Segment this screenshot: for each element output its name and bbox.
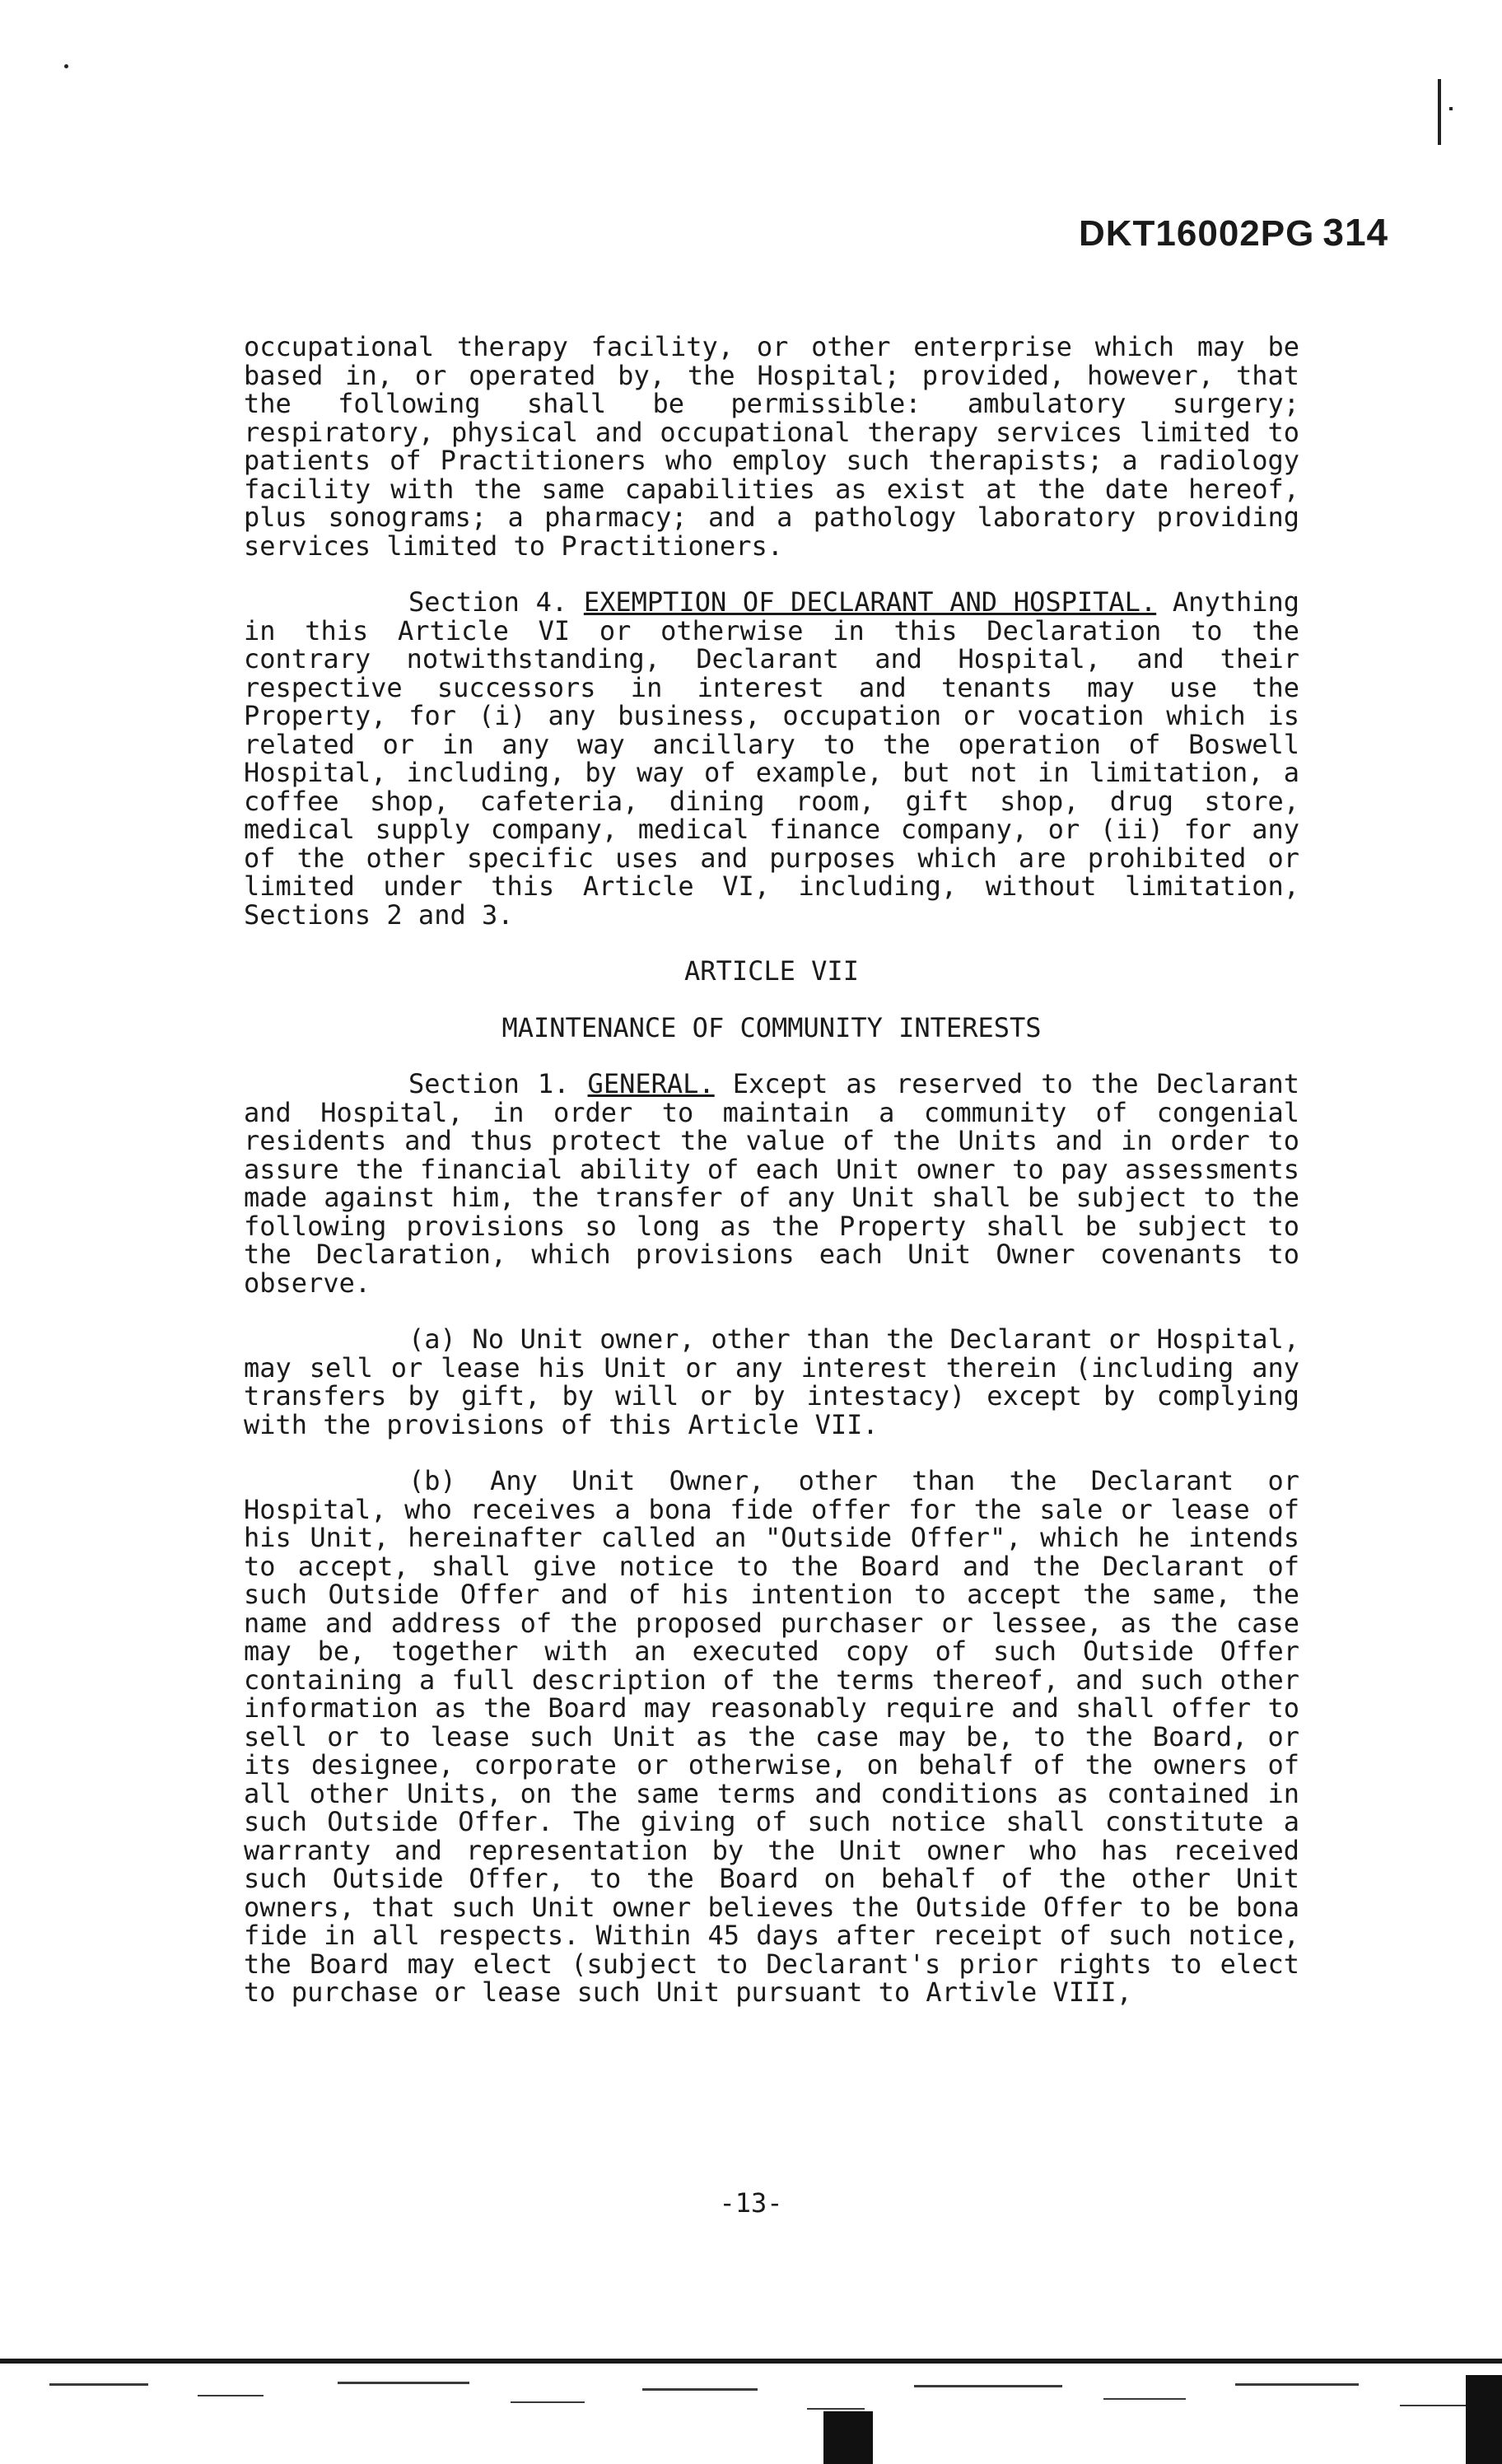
article-number: ARTICLE VII [684,955,859,987]
section-4-paragraph [244,588,1299,929]
subsection-b-paragraph [244,1467,1299,2007]
subsection-a-marker: (a) [408,1323,456,1355]
article-title: MAINTENANCE OF COMMUNITY INTERESTS [501,1011,1042,1043]
section-1-label: Section 1. [408,1068,570,1099]
page-number: -13- [719,2187,783,2219]
docket-stamp [1079,210,1388,254]
subsection-b-text: Any Unit Owner, other than the Declarant or Hospital, who receives a bona fide offer for the sale or lease of his Unit, hereinafter called an "Outside Offer", which he intends to accept, shall give notice to the Board and the Declarant of such Outside Offer and of his intention to accept the same, the name and address of the proposed purchaser or lessee, as the case may be, together with an executed copy of such Outside Offer containing a full description of the terms thereof, and such other information as the Board may reasonably require and shall offer to sell or to lease such Unit as the case may be, to the Board, or its designee, corporate or otherwise, on behalf of the owners of all other Units, on the same terms and conditions as contained in such Outside Offer. The giving of such notice shall constitute a warranty and representation by the Unit owner who has received such Outside Offer, to the Board on behalf of the other Unit owners, that such Unit owner believes the Outside Offer to be bona fide in all respects. Within 45 days after receipt of such notice, the Board may elect (subject to Declarant's prior rights to elect to purchase or lease such Unit pursuant to Artivle VIII, [244,1465,1300,2008]
scan-edge-noise [0,2359,1502,2464]
section-1-title: GENERAL. [587,1068,715,1099]
scan-edge-dot [1449,107,1453,110]
subsection-b-marker: (b) [408,1465,456,1496]
docket-page-ref: 314 [1322,211,1389,254]
subsection-a-text: No Unit owner, other than the Declarant or Hospital, may sell or lease his Unit or any interest therein (including any transfers by gift, by will or by intestacy) except by complying with the provisions of this Article VII. [244,1323,1300,1440]
section-1-text: Except as reserved to the Declarant and Hospital, in order to maintain a community of congenial residents and thus protect the value of the Units and in order to assure the financial ability of each Unit owner to pay assessments made against him, the transfer of any Unit shall be subject to the following provisions so long as the Property shall be subject to the Declaration, which provisions each Unit Owner covenants to observe. [244,1068,1300,1299]
section-1-paragraph [244,1070,1299,1297]
subsection-a-paragraph [244,1325,1299,1439]
scan-edge-mark [1438,79,1441,145]
docket-number: DKT16002PG [1079,213,1315,254]
continued-paragraph: occupational therapy facility, or other enterprise which may be based in, or operated by, the Hospital; provided, however, that the following shall be permissible: ambulatory surgery; respiratory, physical and occupational therapy services limited to patients of Practitioners who employ such therapists; a radiology facility with the same capabilities as exist at the date hereof, plus sonograms; a pharmacy; and a pathology laboratory providing services limited to Practitioners. [244,331,1299,562]
section-4-label: Section 4. [408,586,568,618]
document-body [244,333,1299,2007]
section-4-text: Anything in this Article VI or otherwise in this Declaration to the contrary notwithstanding, Declarant and Hospital, and their respective successors in interest and tenants may use the Property, for (i) any business, occupation or vocation which is related or in any way ancillary to the operation of Boswell Hospital, including, by way of example, but not in limitation, a coffee shop, cafeteria, dining room, gift shop, drug store, medical supply company, medical finance company, or (ii) for any of the other specific uses and purposes which are prohibited or limited under this Article VI, including, without limitation, Sections 2 and 3. [244,586,1300,931]
section-4-title: EXEMPTION OF DECLARANT AND HOSPITAL. [583,586,1157,618]
scan-speck [64,64,68,68]
